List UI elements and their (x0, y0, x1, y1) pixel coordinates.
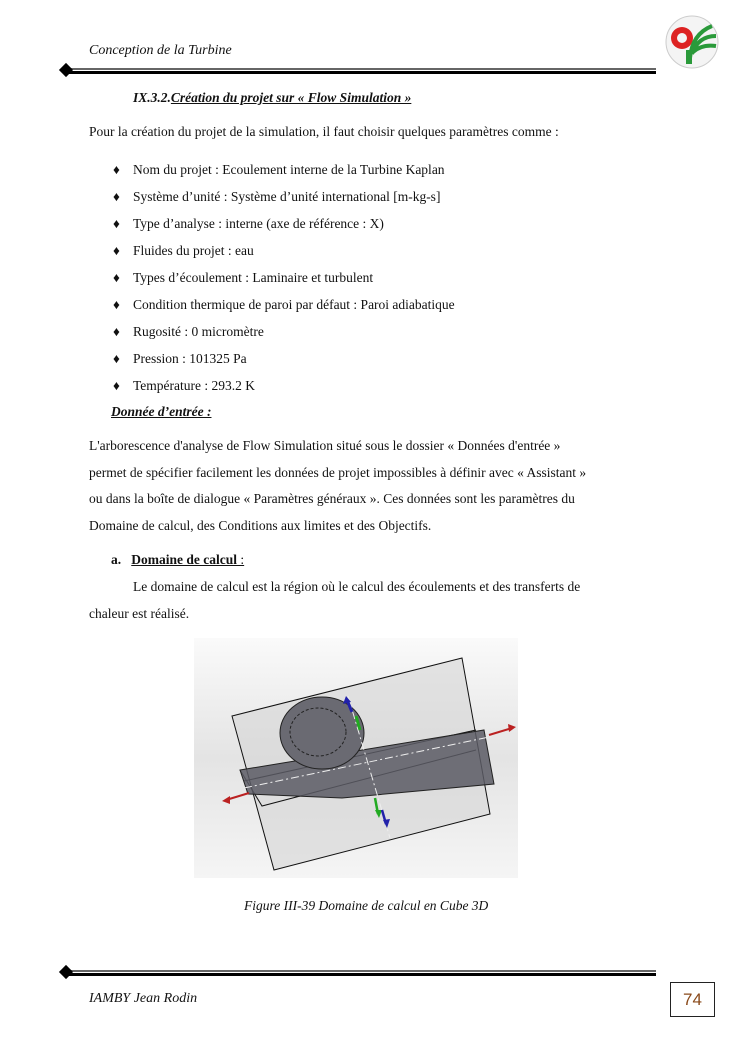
figure-caption: Figure III-39 Domaine de calcul en Cube 3D (244, 898, 489, 913)
list-item-text: Type d’analyse : interne (axe de référence : X) (133, 216, 384, 231)
paragraph-line: Domaine de calcul, des Conditions aux limites et des Objectifs. (89, 518, 432, 533)
section-title: Création du projet sur « Flow Simulation » (170, 90, 412, 105)
university-logo (662, 14, 722, 74)
intro-text: Pour la création du projet de la simulation, il faut choisir quelques paramètres comme : (89, 124, 559, 139)
list-item: ♦ Température : 293.2 K (113, 378, 256, 393)
footer-author: IAMBY Jean Rodin (89, 991, 198, 1006)
section-heading (133, 90, 411, 106)
item-marker: a. (111, 552, 122, 567)
paragraph-line: permet de spécifier facilement les données de projet impossibles à définir avec « Assistant » (89, 465, 587, 480)
item-a-line: Le domaine de calcul est la région où le calcul des écoulements et des transferts de (133, 579, 581, 594)
list-item: ♦ Types d’écoulement : Laminaire et turbulent (113, 270, 374, 285)
list-item-text: Condition thermique de paroi par défaut : Paroi adiabatique (133, 297, 455, 312)
list-item-text: Pression : 101325 Pa (133, 351, 247, 366)
figure-image-3d-domain (194, 638, 518, 878)
list-item: ♦ Système d’unité : Système d’unité international [m-kg-s] (113, 189, 441, 204)
list-item-text: Température : 293.2 K (133, 378, 256, 393)
list-item: ♦ Nom du projet : Ecoulement interne de la Turbine Kaplan (113, 162, 445, 177)
list-item-text: Nom du projet : Ecoulement interne de la Turbine Kaplan (133, 162, 445, 177)
list-item: ♦ Condition thermique de paroi par défaut : Paroi adiabatique (113, 297, 455, 312)
paragraph-line: L'arborescence d'analyse de Flow Simulation situé sous le dossier « Données d'entrée » (89, 438, 561, 453)
list-item-text: Types d’écoulement : Laminaire et turbulent (133, 270, 374, 285)
list-item-text: Rugosité : 0 micromètre (133, 324, 264, 339)
list-item: ♦ Rugosité : 0 micromètre (113, 324, 264, 339)
subheading: Donnée d’entrée : (111, 404, 212, 419)
paragraph-line: ou dans la boîte de dialogue « Paramètres généraux ». Ces données sont les paramètres du (89, 491, 575, 506)
page-number: 74 (670, 982, 715, 1017)
item-a-heading (111, 552, 244, 568)
section-number: IX.3.2. (133, 90, 171, 105)
item-a-line: chaleur est réalisé. (89, 606, 190, 621)
item-title: Domaine de calcul (131, 552, 237, 567)
list-item-text: Système d’unité : Système d’unité international [m-kg-s] (133, 189, 441, 204)
header-title: Conception de la Turbine (89, 43, 232, 58)
list-item: ♦ Type d’analyse : interne (axe de référence : X) (113, 216, 384, 231)
list-item: ♦ Pression : 101325 Pa (113, 351, 247, 366)
item-suffix: : (237, 552, 245, 567)
list-item-text: Fluides du projet : eau (133, 243, 254, 258)
list-item: ♦ Fluides du projet : eau (113, 243, 254, 258)
